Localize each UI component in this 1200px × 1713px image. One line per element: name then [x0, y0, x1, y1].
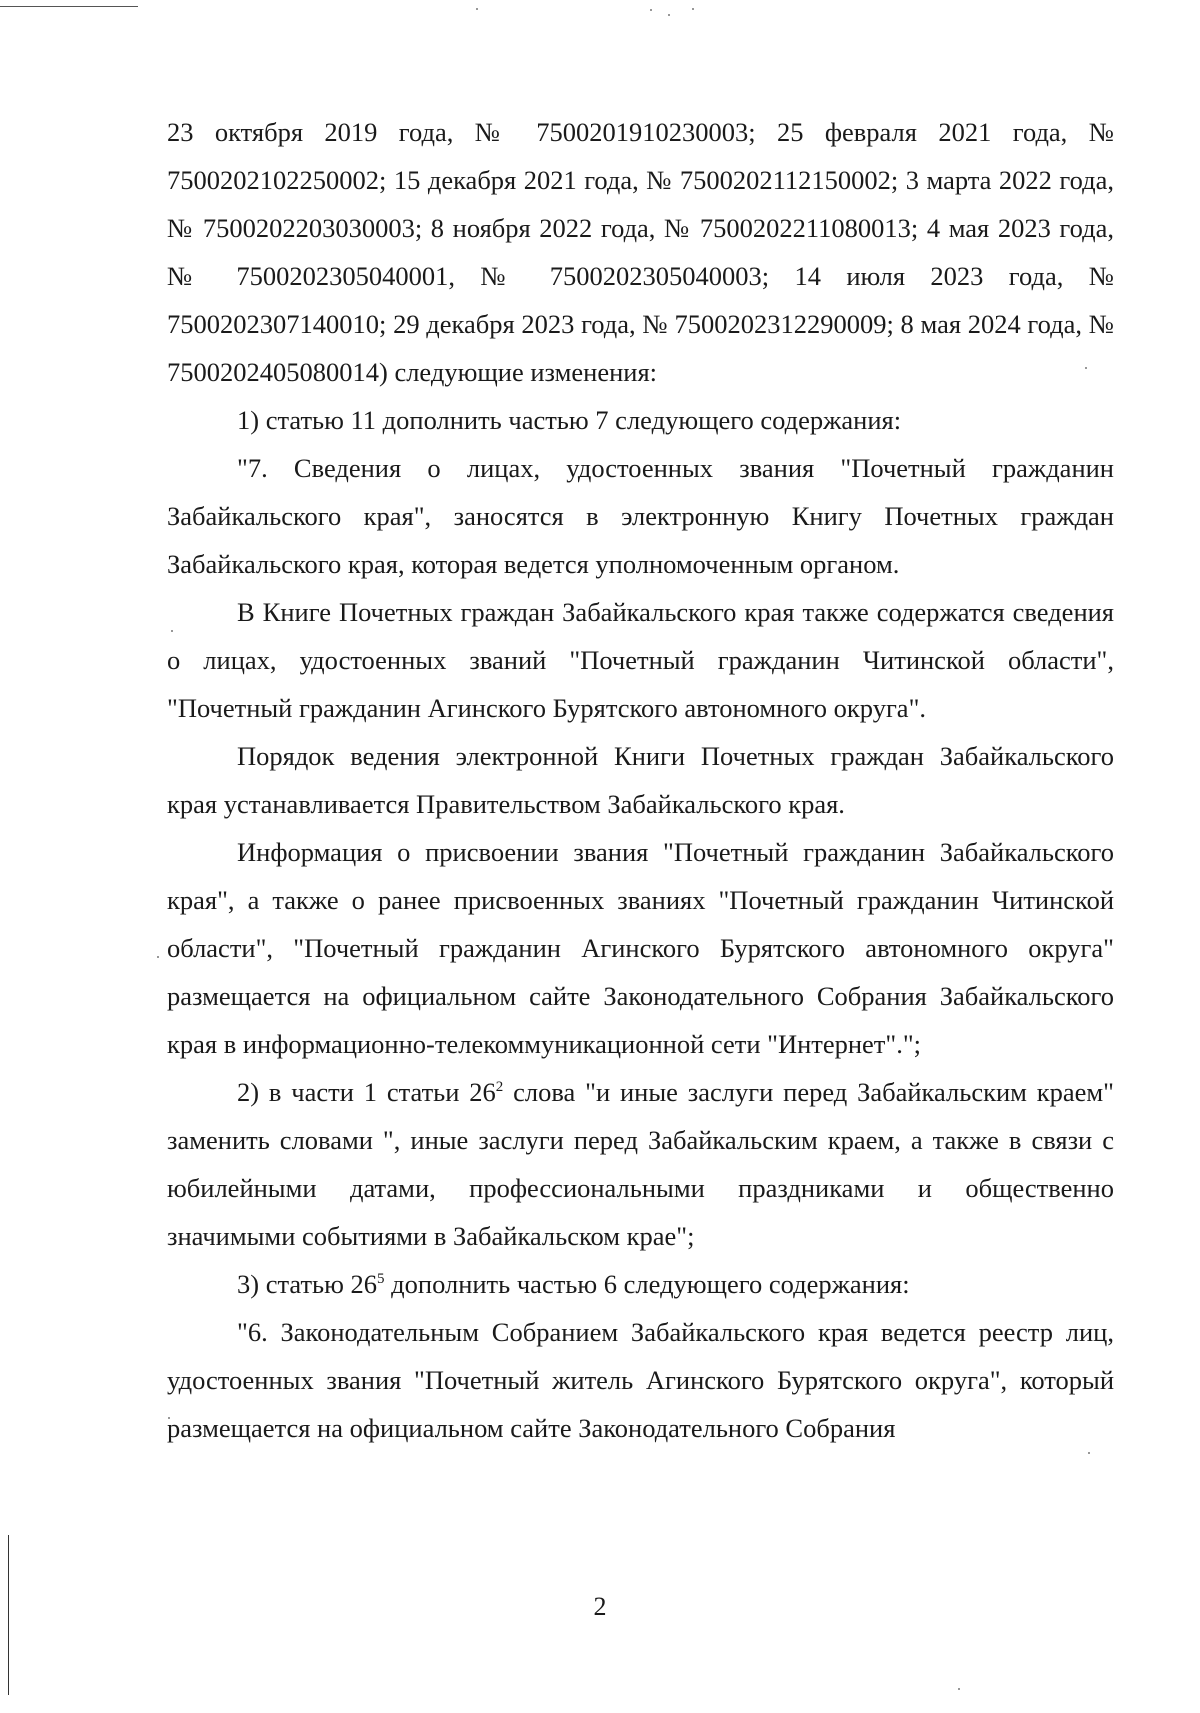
paragraph-information: Информация о присвоении звания "Почетный гражданин Забайкальского края", а также о ранее присвоенных званиях "Почетный гражданин Читинской области", "Почетный гражданин Агинского Бурятского автономного округа" размещается на официальном сайте Законодательного Собрания Забайкальского края в информационно-телекоммуникационной сети "Интернет"."; — [167, 837, 1114, 1059]
scan-speck — [958, 1688, 960, 1690]
item-3-superscript: 5 — [377, 1271, 385, 1288]
scan-speck — [650, 9, 652, 11]
scan-speck — [1088, 1452, 1090, 1454]
paragraph-item-2 — [167, 1068, 1114, 1260]
item-2-text-end: слова "и иные заслуги перед Забайкальским краем" заменить словами ", иные заслуги перед Забайкальским краем, а также в связи с юбилейными датами, профессиональными праздниками и общественно значимыми событиями в Забайкальском крае"; — [167, 1077, 1115, 1251]
paragraph-intro: 23 октября 2019 года, № 7500201910230003; 25 февраля 2021 года, № 7500202102250002; 15 декабря 2021 года, № 7500202112150002; 3 марта 2022 года, № 7500202203030003; 8 ноября 2022 года, № 7500202211080013; 4 мая 2023 года, № 7500202305040001, № 7500202305040003; 14 июля 2023 года, № 7500202307140010; 29 декабря 2023 года, № 7500202312290009; 8 мая 2024 года, № 7500202405080014) следующие изменения: — [167, 117, 1114, 387]
scan-speck — [157, 956, 159, 958]
item-2-superscript: 2 — [495, 1079, 504, 1096]
document-body — [167, 108, 1114, 1452]
scan-speck — [692, 8, 694, 10]
scan-speck — [668, 14, 670, 16]
scan-artifact-line-top — [0, 6, 138, 7]
item-3-text-start: 3) статью 26 — [237, 1269, 378, 1299]
paragraph-book-contents: В Книге Почетных граждан Забайкальского края также содержатся сведения о лицах, удостоенных званий "Почетный гражданин Читинской области", "Почетный гражданин Агинского Бурятского автономного округа". — [167, 597, 1114, 723]
paragraph-part-6: "6. Законодательным Собранием Забайкальского края ведется реестр лиц, удостоенных звания "Почетный житель Агинского Бурятского округа", который размещается на официальном сайте Законодательного Собрания — [167, 1317, 1114, 1443]
paragraph-part-7: "7. Сведения о лицах, удостоенных звания "Почетный гражданин Забайкальского края", заносятся в электронную Книгу Почетных граждан Забайкальского края, которая ведется уполномоченным органом. — [167, 453, 1114, 579]
paragraph-book-procedure: Порядок ведения электронной Книги Почетных граждан Забайкальского края устанавливается Правительством Забайкальского края. — [167, 741, 1114, 819]
paragraph-item-1: 1) статью 11 дополнить частью 7 следующего содержания: — [237, 405, 902, 435]
item-3-text-end: дополнить частью 6 следующего содержания: — [384, 1269, 910, 1299]
scan-speck — [476, 8, 478, 10]
page-number: 2 — [593, 1592, 607, 1621]
item-2-text-start: 2) в части 1 статьи 26 — [237, 1077, 496, 1107]
paragraph-item-3 — [167, 1260, 1114, 1308]
